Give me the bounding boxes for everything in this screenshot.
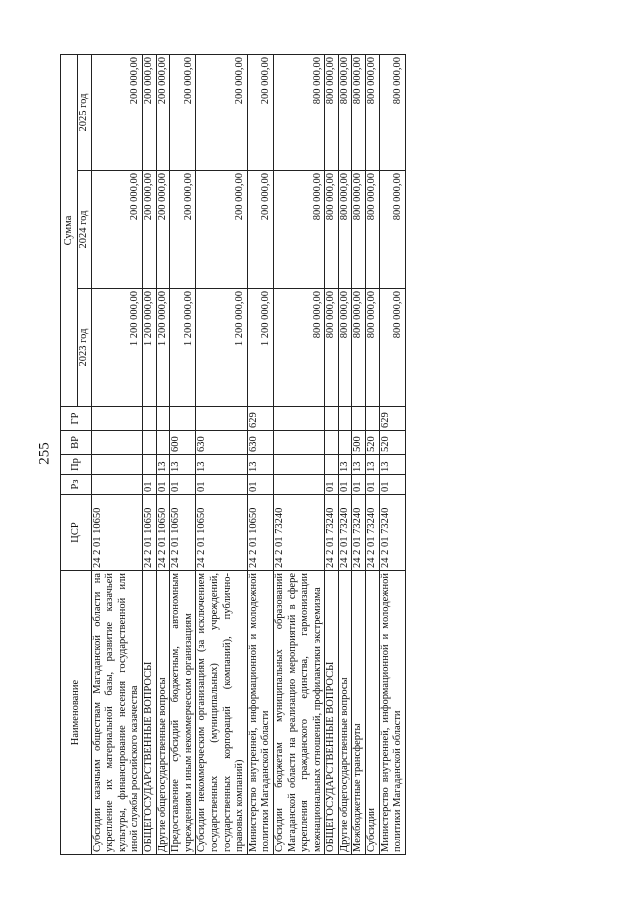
row-vr [325, 431, 339, 455]
row-rz: 01 [170, 475, 196, 495]
header-rz: Рз [61, 475, 92, 495]
row-name: Другие общегосударственные вопросы [156, 571, 170, 855]
row-sum-2024: 200 000,00 [91, 171, 142, 289]
row-csr: 24 2 01 73240 [366, 495, 380, 571]
row-csr: 24 2 01 73240 [352, 495, 366, 571]
row-rz: 01 [196, 475, 247, 495]
header-year-2024: 2024 год [78, 171, 92, 289]
row-name: Министерство внутренней, информационной и молодежной политики Магаданской области [379, 571, 405, 855]
row-pr [325, 455, 339, 475]
row-sum-2023: 1 200 000,00 [142, 289, 156, 407]
row-sum-2025: 200 000,00 [142, 55, 156, 171]
row-sum-2024: 800 000,00 [338, 171, 352, 289]
row-sum-2023: 800 000,00 [325, 289, 339, 407]
row-vr: 520 [379, 431, 405, 455]
row-sum-2024: 200 000,00 [196, 171, 247, 289]
row-pr: 13 [352, 455, 366, 475]
row-sum-2023: 1 200 000,00 [156, 289, 170, 407]
table-row [352, 55, 366, 855]
table-row [91, 55, 142, 855]
row-rz: 01 [142, 475, 156, 495]
row-sum-2025: 800 000,00 [352, 55, 366, 171]
table-row [170, 55, 196, 855]
row-sum-2023: 1 200 000,00 [247, 289, 273, 407]
row-sum-2023: 800 000,00 [366, 289, 380, 407]
row-gr [366, 407, 380, 431]
row-sum-2025: 800 000,00 [338, 55, 352, 171]
table-row [325, 55, 339, 855]
table-row [379, 55, 405, 855]
row-csr: 24 2 01 10650 [156, 495, 170, 571]
row-sum-2024: 200 000,00 [170, 171, 196, 289]
row-rz: 01 [352, 475, 366, 495]
row-sum-2024: 800 000,00 [366, 171, 380, 289]
rotated-page-content [60, 55, 580, 855]
row-pr [142, 455, 156, 475]
row-vr: 520 [366, 431, 380, 455]
row-gr [142, 407, 156, 431]
row-name: Другие общегосударственные вопросы [338, 571, 352, 855]
row-rz: 01 [156, 475, 170, 495]
row-csr: 24 2 01 73240 [338, 495, 352, 571]
row-pr: 13 [156, 455, 170, 475]
row-vr [338, 431, 352, 455]
table-body [91, 55, 405, 855]
row-name: Предоставление субсидий бюджетным, автономным учреждениям и иным некоммерческим организациям [170, 571, 196, 855]
row-sum-2024: 200 000,00 [247, 171, 273, 289]
row-pr: 13 [170, 455, 196, 475]
header-sum: Сумма [61, 55, 78, 407]
row-sum-2023: 1 200 000,00 [91, 289, 142, 407]
row-sum-2023: 1 200 000,00 [170, 289, 196, 407]
row-name: Межбюджетные трансферты [352, 571, 366, 855]
header-name: Наименование [61, 571, 92, 855]
row-vr [156, 431, 170, 455]
table-row [247, 55, 273, 855]
row-name: Субсидии [366, 571, 380, 855]
row-gr [170, 407, 196, 431]
table-row [273, 55, 324, 855]
row-vr [142, 431, 156, 455]
row-rz: 01 [247, 475, 273, 495]
table-row [156, 55, 170, 855]
row-pr: 13 [338, 455, 352, 475]
row-pr: 13 [196, 455, 247, 475]
row-rz: 01 [338, 475, 352, 495]
row-rz: 01 [325, 475, 339, 495]
page-number: 255 [36, 442, 53, 465]
row-name: Субсидии казачьим обществам Магаданской области на укрепление их материальной базы, развитие казачьей культуры, финансирование несения государственной или иной службы российского казачества [91, 571, 142, 855]
row-vr: 500 [352, 431, 366, 455]
row-name: ОБЩЕГОСУДАРСТВЕННЫЕ ВОПРОСЫ [325, 571, 339, 855]
row-sum-2025: 800 000,00 [366, 55, 380, 171]
header-csr: ЦСР [61, 495, 92, 571]
table-row [142, 55, 156, 855]
header-year-2023: 2023 год [78, 289, 92, 407]
row-sum-2025: 200 000,00 [91, 55, 142, 171]
row-sum-2023: 800 000,00 [352, 289, 366, 407]
row-sum-2023: 800 000,00 [273, 289, 324, 407]
row-csr: 24 2 01 73240 [325, 495, 339, 571]
row-sum-2024: 800 000,00 [273, 171, 324, 289]
row-gr: 629 [247, 407, 273, 431]
row-name: Субсидии некоммерческим организациям (за исключением государственных (муниципальных) учреждений, государственных корпораций (компаний), публично-правовых компаний) [196, 571, 247, 855]
row-vr [91, 431, 142, 455]
row-csr: 24 2 01 10650 [247, 495, 273, 571]
row-gr [196, 407, 247, 431]
row-sum-2024: 800 000,00 [352, 171, 366, 289]
row-sum-2025: 800 000,00 [325, 55, 339, 171]
row-sum-2025: 800 000,00 [273, 55, 324, 171]
row-rz [91, 475, 142, 495]
row-name: Субсидии бюджетам муниципальных образований Магаданской области на реализацию мероприятий в сфере укрепления гражданского единства, гармонизации межнациональных отношений, профилактики экстремизма [273, 571, 324, 855]
table-row [338, 55, 352, 855]
row-sum-2025: 200 000,00 [156, 55, 170, 171]
row-gr [352, 407, 366, 431]
row-csr: 24 2 01 10650 [170, 495, 196, 571]
header-gr: ГР [61, 407, 92, 431]
row-sum-2025: 200 000,00 [196, 55, 247, 171]
budget-table [60, 54, 406, 855]
row-pr [273, 455, 324, 475]
row-pr: 13 [366, 455, 380, 475]
row-pr: 13 [247, 455, 273, 475]
row-sum-2024: 800 000,00 [379, 171, 405, 289]
row-name: Министерство внутренней, информационной и молодежной политики Магаданской области [247, 571, 273, 855]
table-header [61, 55, 92, 855]
row-sum-2024: 200 000,00 [156, 171, 170, 289]
row-sum-2025: 800 000,00 [379, 55, 405, 171]
row-vr [273, 431, 324, 455]
row-gr: 629 [379, 407, 405, 431]
row-sum-2025: 200 000,00 [170, 55, 196, 171]
row-name: ОБЩЕГОСУДАРСТВЕННЫЕ ВОПРОСЫ [142, 571, 156, 855]
row-csr: 24 2 01 73240 [379, 495, 405, 571]
row-pr: 13 [379, 455, 405, 475]
row-csr: 24 2 01 73240 [273, 495, 324, 571]
row-gr [156, 407, 170, 431]
row-rz: 01 [379, 475, 405, 495]
row-pr [91, 455, 142, 475]
table-row [196, 55, 247, 855]
row-sum-2024: 800 000,00 [325, 171, 339, 289]
row-vr: 630 [196, 431, 247, 455]
row-sum-2023: 1 200 000,00 [196, 289, 247, 407]
header-year-2025: 2025 год [78, 55, 92, 171]
row-csr: 24 2 01 10650 [91, 495, 142, 571]
row-rz [273, 475, 324, 495]
row-csr: 24 2 01 10650 [142, 495, 156, 571]
row-vr: 600 [170, 431, 196, 455]
row-gr [91, 407, 142, 431]
row-gr [338, 407, 352, 431]
row-sum-2023: 800 000,00 [379, 289, 405, 407]
row-csr: 24 2 01 10650 [196, 495, 247, 571]
row-gr [325, 407, 339, 431]
table-row [366, 55, 380, 855]
row-sum-2025: 200 000,00 [247, 55, 273, 171]
row-sum-2023: 800 000,00 [338, 289, 352, 407]
header-vr: ВР [61, 431, 92, 455]
header-pr: Пр [61, 455, 92, 475]
row-gr [273, 407, 324, 431]
row-vr: 630 [247, 431, 273, 455]
row-rz: 01 [366, 475, 380, 495]
row-sum-2024: 200 000,00 [142, 171, 156, 289]
